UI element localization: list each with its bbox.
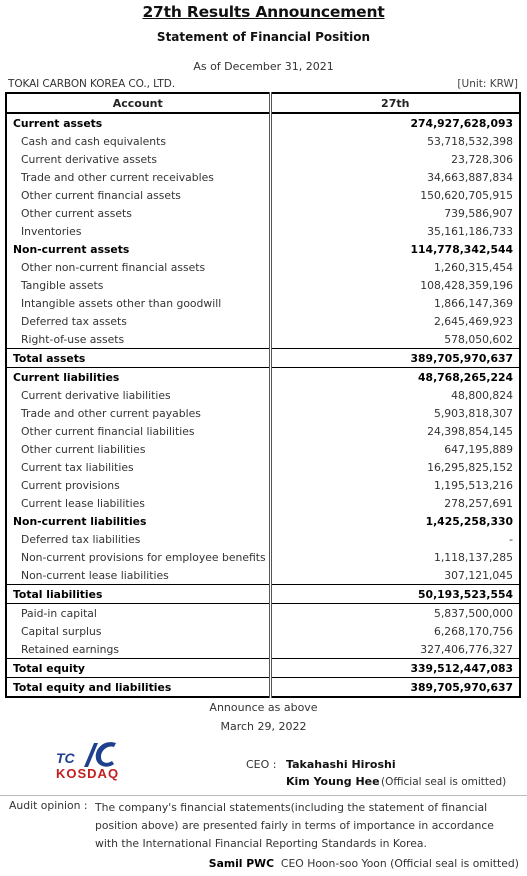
column-header-period: 27th [270, 93, 520, 113]
account-label: Current derivative liabilities [6, 386, 270, 404]
account-value: 274,927,628,093 [410, 116, 513, 130]
account-value: 1,118,137,285 [434, 550, 513, 564]
account-value: 24,398,854,145 [427, 424, 513, 438]
audit-opinion-text: The company's financial statements(including the statement of financial position above) are presented fairly in terms of importance in accordance with the International Financial Reporting Standards in Korea. [95, 801, 494, 850]
table-row [6, 512, 520, 530]
account-label: Current derivative assets [6, 150, 270, 168]
account-value: 389,705,970,637 [270, 349, 520, 368]
account-label: Cash and cash equivalents [6, 132, 270, 150]
account-value: 53,718,532,398 [427, 134, 513, 148]
document-title: 27th Results Announcement [142, 3, 385, 21]
table-row [6, 476, 520, 494]
table-row [6, 678, 520, 698]
account-label: Trade and other current receivables [6, 168, 270, 186]
table-row [6, 222, 520, 240]
account-value: 5,837,500,000 [434, 606, 513, 620]
ceo-name-2: Kim Young Hee [286, 775, 380, 788]
table-row [6, 386, 520, 404]
account-value: 114,778,342,544 [410, 242, 513, 256]
account-label: Non-current liabilities [6, 512, 270, 530]
table-row [6, 240, 520, 258]
account-value: 307,121,045 [444, 568, 513, 582]
company-name: TOKAI CARBON KOREA CO., LTD. [8, 78, 175, 90]
account-value: 1,425,258,330 [425, 514, 513, 528]
account-label: Deferred tax liabilities [6, 530, 270, 548]
account-label: Other current assets [6, 204, 270, 222]
account-value: 23,728,306 [451, 152, 513, 166]
account-value: 739,586,907 [444, 206, 513, 220]
account-label: Current assets [6, 113, 270, 132]
table-row [6, 530, 520, 548]
account-label: Paid-in capital [6, 604, 270, 623]
account-value: 278,257,691 [444, 496, 513, 510]
table-row [6, 622, 520, 640]
account-label: Total equity and liabilities [6, 678, 270, 698]
column-header-account: Account [6, 93, 270, 113]
table-row [6, 186, 520, 204]
table-row [6, 168, 520, 186]
table-row [6, 640, 520, 659]
table-row [6, 368, 520, 387]
document-subtitle: Statement of Financial Position [156, 30, 371, 44]
account-label: Retained earnings [6, 640, 270, 659]
account-value: 578,050,602 [444, 332, 513, 346]
table-row [6, 330, 520, 349]
account-value: 48,800,824 [451, 388, 513, 402]
auditor-firm: Samil PWC [208, 857, 275, 870]
account-value: 150,620,705,915 [420, 188, 513, 202]
account-value: 6,268,170,756 [434, 624, 513, 638]
account-label: Total liabilities [6, 585, 270, 604]
account-label: Intangible assets other than goodwill [6, 294, 270, 312]
unit-label: [Unit: KRW] [457, 78, 518, 90]
account-label: Current provisions [6, 476, 270, 494]
account-label: Tangible assets [6, 276, 270, 294]
account-label: Non-current provisions for employee benefits [6, 548, 270, 566]
account-label: Non-current lease liabilities [6, 566, 270, 585]
account-value: 48,768,265,224 [418, 370, 513, 384]
account-value: 50,193,523,554 [270, 585, 520, 604]
footer-divider [0, 795, 527, 796]
audit-opinion-label: Audit opinion : [9, 799, 88, 812]
account-label: Total equity [6, 659, 270, 678]
account-label: Capital surplus [6, 622, 270, 640]
table-row [6, 276, 520, 294]
table-row [6, 349, 520, 368]
kosdaq-logo-text: KOSDAQ [56, 766, 120, 781]
account-label: Total assets [6, 349, 270, 368]
announce-text: Announce as above [209, 701, 318, 714]
account-label: Current lease liabilities [6, 494, 270, 512]
account-label: Other current financial assets [6, 186, 270, 204]
table-row [6, 132, 520, 150]
table-row [6, 585, 520, 604]
table-row [6, 458, 520, 476]
account-value: 16,295,825,152 [427, 460, 513, 474]
account-label: Other non-current financial assets [6, 258, 270, 276]
table-row [6, 566, 520, 585]
account-value: 34,663,887,834 [427, 170, 513, 184]
table-row [6, 494, 520, 512]
table-row [6, 113, 520, 132]
logo-mark-text: TC [56, 750, 75, 766]
account-label: Inventories [6, 222, 270, 240]
account-label: Non-current assets [6, 240, 270, 258]
account-value: 2,645,469,923 [434, 314, 513, 328]
account-value: 327,406,776,327 [420, 642, 513, 656]
table-row [6, 294, 520, 312]
financial-position-table [5, 92, 521, 698]
account-label: Other current financial liabilities [6, 422, 270, 440]
account-label: Trade and other current payables [6, 404, 270, 422]
account-value: 647,195,889 [444, 442, 513, 456]
announce-date: March 29, 2022 [220, 720, 307, 733]
account-label: Current tax liabilities [6, 458, 270, 476]
table-body [6, 113, 520, 697]
account-value: 389,705,970,637 [270, 678, 520, 698]
table-row [6, 312, 520, 330]
auditor-signature [209, 857, 519, 870]
account-value: 339,512,447,083 [270, 659, 520, 678]
auditor-ceo: CEO Hoon-soo Yoon (Official seal is omitted) [280, 857, 519, 870]
account-label: Current liabilities [6, 368, 270, 387]
table-row [6, 258, 520, 276]
account-value: 1,866,147,369 [434, 296, 513, 310]
account-value: 1,260,315,454 [434, 260, 513, 274]
account-label: Deferred tax assets [6, 312, 270, 330]
account-label: Right-of-use assets [6, 330, 270, 349]
account-value: 1,195,513,216 [434, 478, 513, 492]
account-value: 108,428,359,196 [420, 278, 513, 292]
as-of-date: As of December 31, 2021 [193, 60, 334, 73]
table-row [6, 204, 520, 222]
table-row [6, 440, 520, 458]
ceo-name-1: Takahashi Hiroshi [286, 758, 396, 771]
table-row [6, 604, 520, 623]
ceo-seal-note: (Official seal is omitted) [381, 776, 507, 788]
table-row [6, 659, 520, 678]
table-row [6, 150, 520, 168]
table-row [6, 422, 520, 440]
table-row [6, 404, 520, 422]
account-value: 5,903,818,307 [434, 406, 513, 420]
account-value: - [509, 532, 513, 546]
table-row [6, 548, 520, 566]
ceo-label: CEO : [246, 758, 277, 771]
account-value: 35,161,186,733 [427, 224, 513, 238]
account-label: Other current liabilities [6, 440, 270, 458]
